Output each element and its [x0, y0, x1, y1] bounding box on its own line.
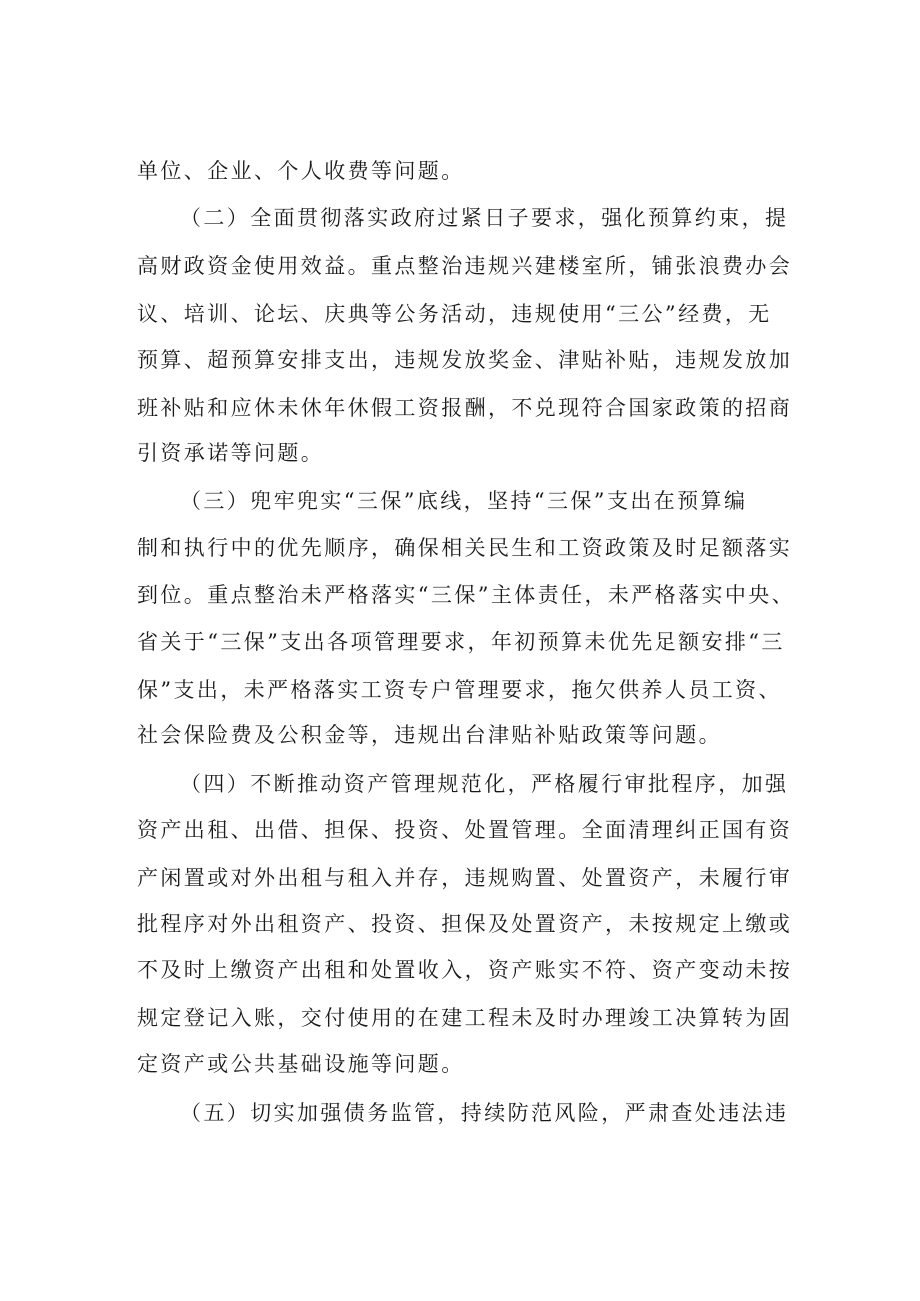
- text-line: （五）切实加强债务监管，持续防范风险，严肃查处违法违: [180, 1101, 789, 1125]
- text-line: 资产出租、出借、担保、投资、处置管理。全面清理纠正国有资: [137, 818, 793, 842]
- text-line: 省关于“三保”支出各项管理要求，年初预算未优先足额安排“三: [137, 630, 785, 654]
- text-line: （三）兜牢兜实“三保”底线，坚持“三保”支出在预算编: [180, 489, 748, 513]
- text-line: 规定登记入账，交付使用的在建工程未及时办理竣工决算转为固: [137, 1006, 793, 1030]
- text-line: 单位、企业、个人收费等问题。: [137, 159, 465, 183]
- text-line: 班补贴和应休未休年休假工资报酬，不兑现符合国家政策的招商: [137, 396, 793, 420]
- text-line: 保”支出，未严格落实工资专户管理要求，拖欠供养人员工资、: [137, 678, 782, 702]
- text-line: 定资产或公共基础设施等问题。: [137, 1052, 465, 1076]
- text-line: 高财政资金使用效益。重点整治违规兴建楼室所，铺张浪费办会: [137, 254, 793, 278]
- text-line: 不及时上缴资产出租和处置收入，资产账实不符、资产变动未按: [137, 958, 793, 982]
- text-line: 议、培训、论坛、庆典等公务活动，违规使用“三公”经费，无: [137, 302, 772, 326]
- text-line: （四）不断推动资产管理规范化，严格履行审批程序，加强: [180, 772, 789, 796]
- text-line: 到位。重点整治未严格落实“三保”主体责任，未严格落实中央、: [137, 583, 796, 607]
- text-line: 制和执行中的优先顺序，确保相关民生和工资政策及时足额落实: [137, 536, 793, 560]
- text-line: 引资承诺等问题。: [137, 441, 325, 465]
- text-line: （二）全面贯彻落实政府过紧日子要求，强化预算约束，提: [180, 206, 789, 230]
- text-line: 产闲置或对外出租与租入并存，违规购置、处置资产，未履行审: [137, 866, 793, 890]
- text-line: 社会保险费及公积金等，违规出台津贴补贴政策等问题。: [137, 723, 722, 747]
- text-line: 批程序对外出租资产、投资、担保及处置资产，未按规定上缴或: [137, 912, 793, 936]
- text-line: 预算、超预算安排支出，违规发放奖金、津贴补贴，违规发放加: [137, 348, 793, 372]
